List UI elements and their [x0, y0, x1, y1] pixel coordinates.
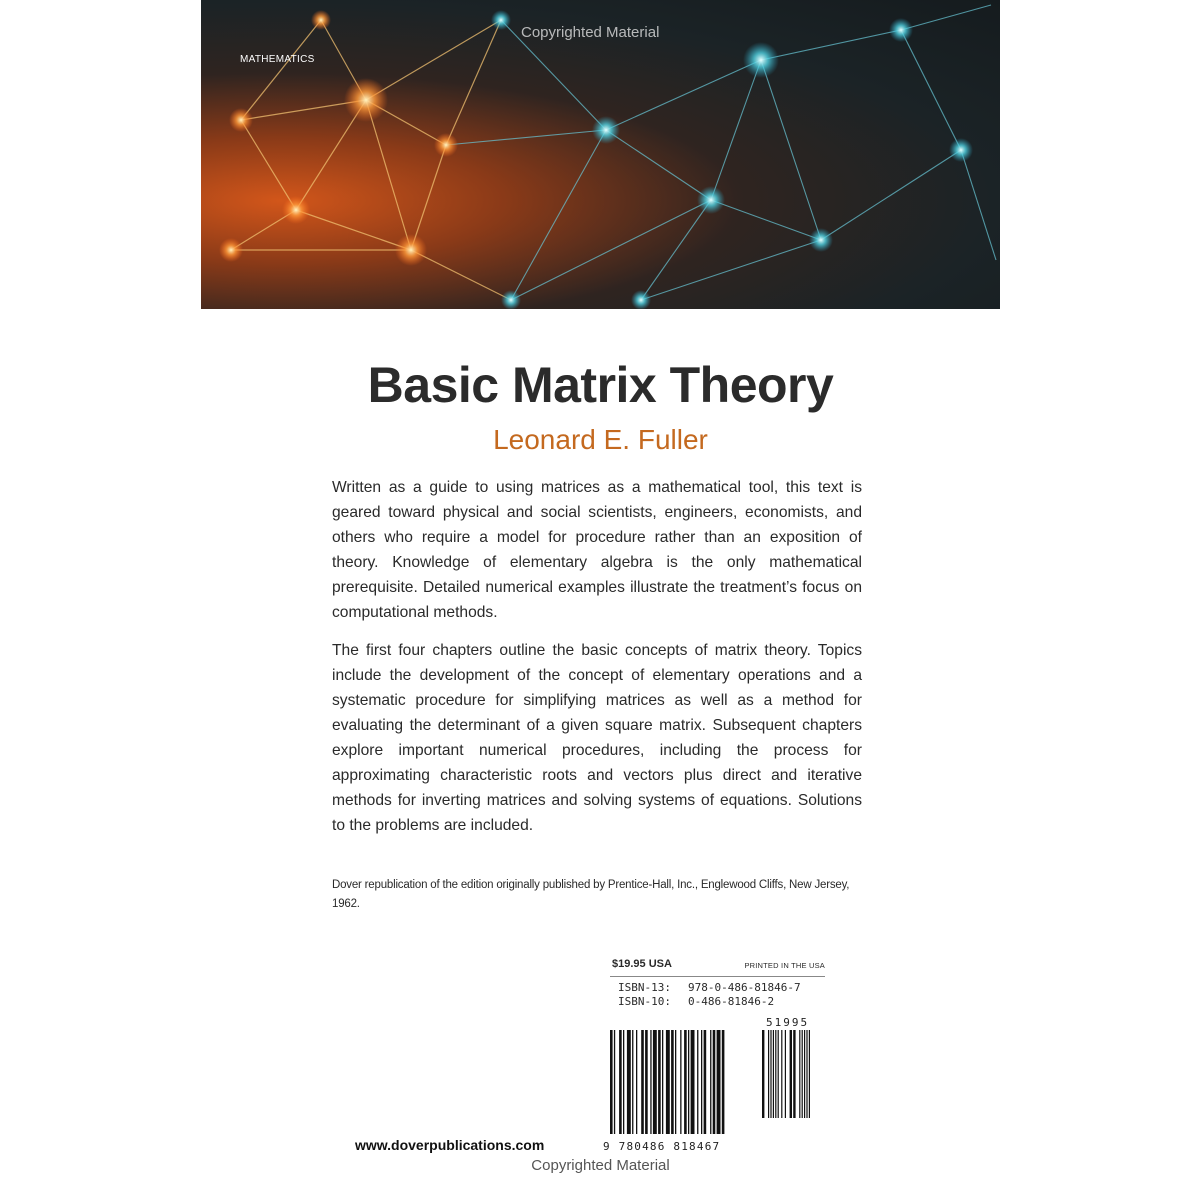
copyright-watermark-top: Copyrighted Material — [521, 24, 660, 41]
network-banner-image — [201, 0, 1000, 309]
book-description — [332, 475, 862, 850]
description-paragraph: The first four chapters outline the basic concepts of matrix theory. Topics include the development of the concept of elementary operations and a systematic procedure for simplifying matrices as well as a method for evaluating the determinant of a given square matrix. Subsequent chapters explore important numerical procedures, including the process for approximating characteristic roots and vectors plus direct and iterative methods for inverting matrices and solving systems of equations. Solutions to the problems are included. — [332, 641, 862, 835]
isbn10-value: 0-486-81846-2 — [688, 995, 775, 1008]
network-graphic — [201, 0, 1000, 309]
description-paragraph: Written as a guide to using matrices as a mathematical tool, this text is geared toward physical and social scientists, engineers, economists, and others who require a model for procedure rather than an exposition of theory. Knowledge of elementary algebra is the only mathematical prerequisite. Detailed numerical examples illustrate the treatment’s focus on computational methods. — [332, 479, 862, 622]
isbn13-label: ISBN-13: — [618, 981, 671, 994]
isbn10-label: ISBN-10: — [618, 995, 671, 1008]
printed-in-label: PRINTED IN THE USA — [744, 961, 825, 970]
publisher-url: www.doverpublications.com — [355, 1137, 545, 1153]
price-label: $19.95 USA — [612, 958, 672, 970]
barcode-number: 9 780486 818467 — [603, 1140, 721, 1153]
addon-code: 51995 — [766, 1016, 810, 1029]
publication-note: Dover republication of the edition originally published by Prentice-Hall, Inc., Englewood Cliffs, New Jersey, 1962. — [332, 879, 850, 910]
price-isbn-box — [610, 956, 825, 1009]
price-row — [610, 956, 825, 977]
back-cover — [201, 0, 1000, 1200]
copyright-watermark-bottom: Copyrighted Material — [531, 1157, 670, 1174]
isbn10-row — [618, 995, 825, 1009]
barcode-icon — [610, 1030, 825, 1138]
book-author: Leonard E. Fuller — [493, 424, 708, 455]
isbn13-value: 978-0-486-81846-7 — [688, 981, 801, 994]
book-title: Basic Matrix Theory — [367, 357, 834, 413]
category-label: MATHEMATICS — [240, 54, 315, 65]
isbn13-row — [618, 981, 825, 995]
